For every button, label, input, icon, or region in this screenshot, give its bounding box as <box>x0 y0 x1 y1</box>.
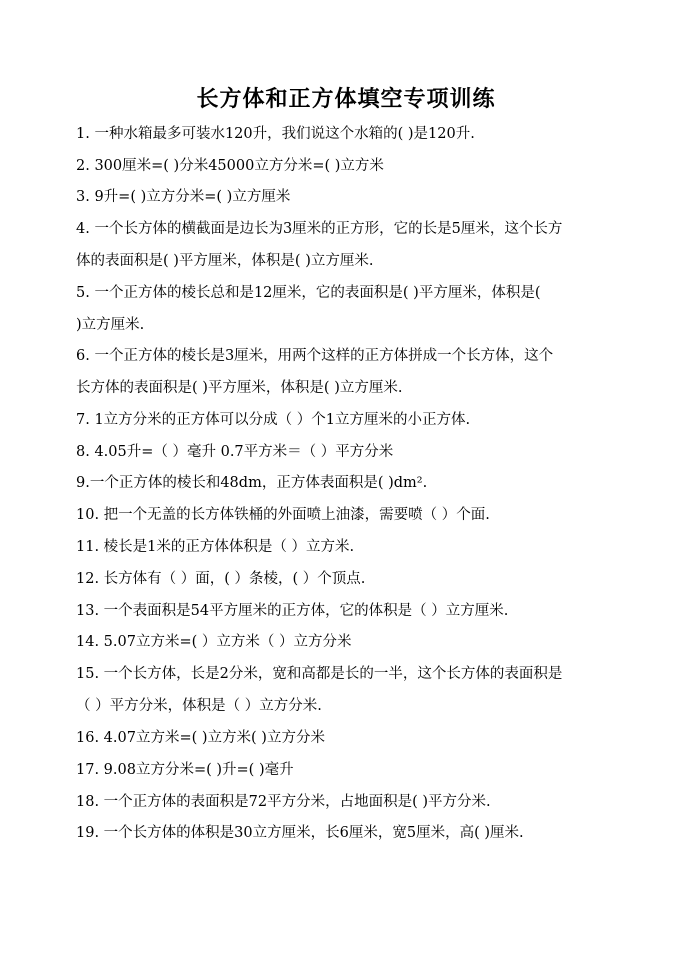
question-12: 12. 长方体有（ ）面，( ）条棱，( ）个顶点. <box>76 571 366 587</box>
question-7: 7. 1立方分米的正方体可以分成（ ）个1立方厘米的小正方体. <box>76 412 471 428</box>
question-4-line-2: 体的表面积是( )平方厘米，体积是( )立方厘米. <box>76 253 374 269</box>
question-5-line-1: 5. 一个正方体的棱长总和是12厘米，它的表面积是( )平方厘米，体积是( <box>76 285 541 301</box>
question-6-line-2: 长方体的表面积是( )平方厘米，体积是( )立方厘米. <box>76 380 403 396</box>
question-3: 3. 9升=( )立方分米=( )立方厘米 <box>76 189 291 205</box>
question-14: 14. 5.07立方米=( ）立方米（ ）立方分米 <box>76 634 352 650</box>
question-18: 18. 一个正方体的表面积是72平方分米，占地面积是( )平方分米. <box>76 794 491 810</box>
question-6-line-1: 6. 一个正方体的棱长是3厘米，用两个这样的正方体拼成一个长方体，这个 <box>76 348 554 364</box>
question-11: 11. 棱长是1米的正方体体积是（ ）立方米. <box>76 539 355 555</box>
question-5-line-2: )立方厘米. <box>76 317 145 333</box>
question-1: 1. 一种水箱最多可装水120升，我们说这个水箱的( )是120升. <box>76 126 475 142</box>
question-8: 8. 4.05升=（ ）毫升 0.7平方米＝（ ）平方分米 <box>76 444 394 460</box>
question-2: 2. 300厘米=( )分米45000立方分米=( )立方米 <box>76 158 384 174</box>
question-13: 13. 一个表面积是54平方厘米的正方体，它的体积是（ ）立方厘米. <box>76 603 509 619</box>
question-4-line-1: 4. 一个长方体的横截面是边长为3厘米的正方形，它的长是5厘米，这个长方 <box>76 221 563 237</box>
question-10: 10. 把一个无盖的长方体铁桶的外面喷上油漆，需要喷（ ）个面. <box>76 507 490 523</box>
question-16: 16. 4.07立方米=( )立方米( )立方分米 <box>76 730 325 746</box>
question-19: 19. 一个长方体的体积是30立方厘米，长6厘米，宽5厘米，高( )厘米. <box>76 825 524 841</box>
question-15-line-2: （ ）平方分米，体积是（ ）立方分米. <box>76 698 322 714</box>
question-17: 17. 9.08立方分米=( )升=( )毫升 <box>76 762 294 778</box>
question-15-line-1: 15. 一个长方体，长是2分米，宽和高都是长的一半，这个长方体的表面积是 <box>76 666 563 682</box>
question-9: 9.一个正方体的棱长和48dm，正方体表面积是( )dm². <box>76 475 428 491</box>
page-title: 长方体和正方体填空专项训练 <box>196 86 496 112</box>
